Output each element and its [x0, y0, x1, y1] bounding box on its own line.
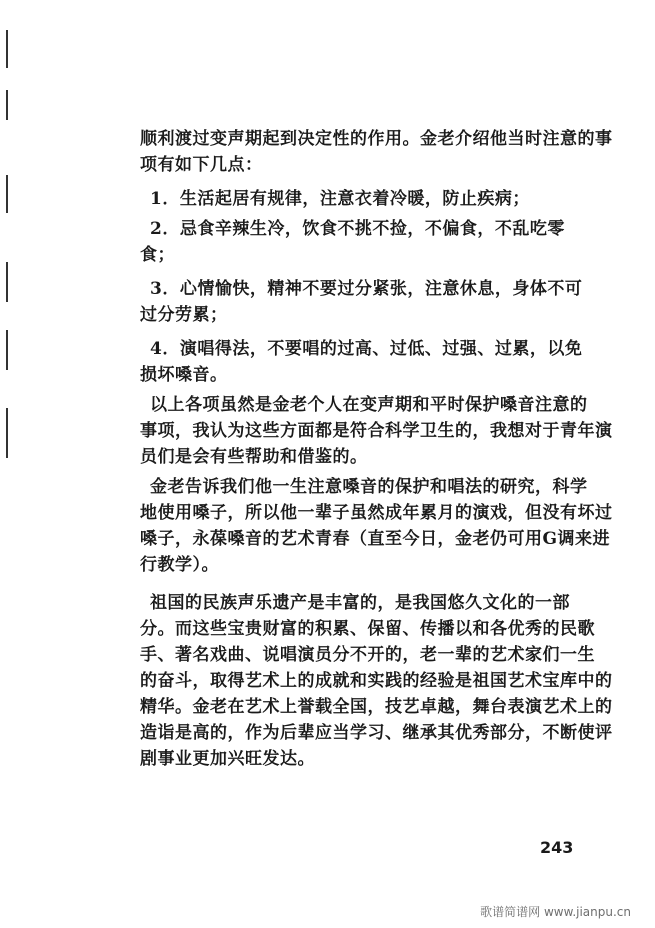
paragraph-2: [140, 474, 613, 578]
list-item-2: [140, 216, 590, 268]
text-line: 造诣是高的，作为后辈应当学习、继承其优秀部分，不断使评: [140, 723, 613, 743]
text-line: 过分劳累；: [140, 305, 228, 325]
binding-mark: [6, 90, 8, 120]
text-line: 事项，我认为这些方面都是符合科学卫生的，我想对于青年演: [140, 421, 613, 441]
text-line: 手、著名戏曲、说唱演员分不开的，老一辈的艺术家们一生: [140, 645, 595, 665]
text-line: 项有如下几点：: [140, 155, 263, 175]
text-line: 分。而这些宝贵财富的积累、保留、传播以和各优秀的民歌: [140, 619, 595, 639]
text-line: 地使用嗓子，所以他一辈子虽然成年累月的演戏，但没有坏过: [140, 503, 613, 523]
paragraph-3: [140, 590, 613, 772]
text-line: 的奋斗，取得艺术上的成就和实践的经验是祖国艺术宝库中的: [140, 671, 613, 691]
text-line: 祖国的民族声乐遗产是丰富的，是我国悠久文化的一部: [150, 593, 570, 613]
text-line: 食；: [140, 245, 175, 265]
list-item-3: [140, 276, 590, 328]
binding-mark: [6, 175, 8, 213]
text-line: 行教学）。: [140, 555, 219, 575]
text-line: 顺利渡过变声期起到决定性的作用。金老介绍他当时注意的事: [140, 129, 613, 149]
paragraph-1: [140, 392, 613, 470]
binding-mark: [6, 408, 8, 458]
text-line: 3．心情愉快，精神不要过分紧张，注意休息，身体不可: [150, 279, 583, 299]
text-line: 4．演唱得法，不要唱的过高、过低、过强、过累，以免: [150, 339, 583, 359]
binding-mark: [6, 262, 8, 302]
text-line: 剧事业更加兴旺发达。: [140, 749, 315, 769]
list-item-1: [140, 186, 590, 212]
binding-mark: [6, 330, 8, 370]
binding-mark: [6, 30, 8, 68]
body-text: [140, 126, 613, 772]
page-number: 243: [540, 838, 574, 857]
list-item-4: [140, 336, 590, 388]
text-line: 金老告诉我们他一生注意嗓音的保护和唱法的研究，科学: [150, 477, 588, 497]
paragraph-intro: [140, 126, 613, 178]
text-line: 以上各项虽然是金老个人在变声期和平时保护嗓音注意的: [150, 395, 588, 415]
text-line: 1．生活起居有规律，注意衣着冷暖，防止疾病；: [150, 189, 530, 209]
text-line: 嗓子，永葆嗓音的艺术青春（直至今日，金老仍可用G调来进: [140, 529, 611, 549]
text-line: 精华。金老在艺术上誉载全国，技艺卓越，舞台表演艺术上的: [140, 697, 613, 717]
text-line: 损坏嗓音。: [140, 365, 228, 385]
watermark: 歌谱简谱网 www.jianpu.cn: [480, 905, 631, 919]
text-line: 员们是会有些帮助和借鉴的。: [140, 447, 368, 467]
text-line: 2．忌食辛辣生冷，饮食不挑不捡，不偏食，不乱吃零: [150, 219, 565, 239]
